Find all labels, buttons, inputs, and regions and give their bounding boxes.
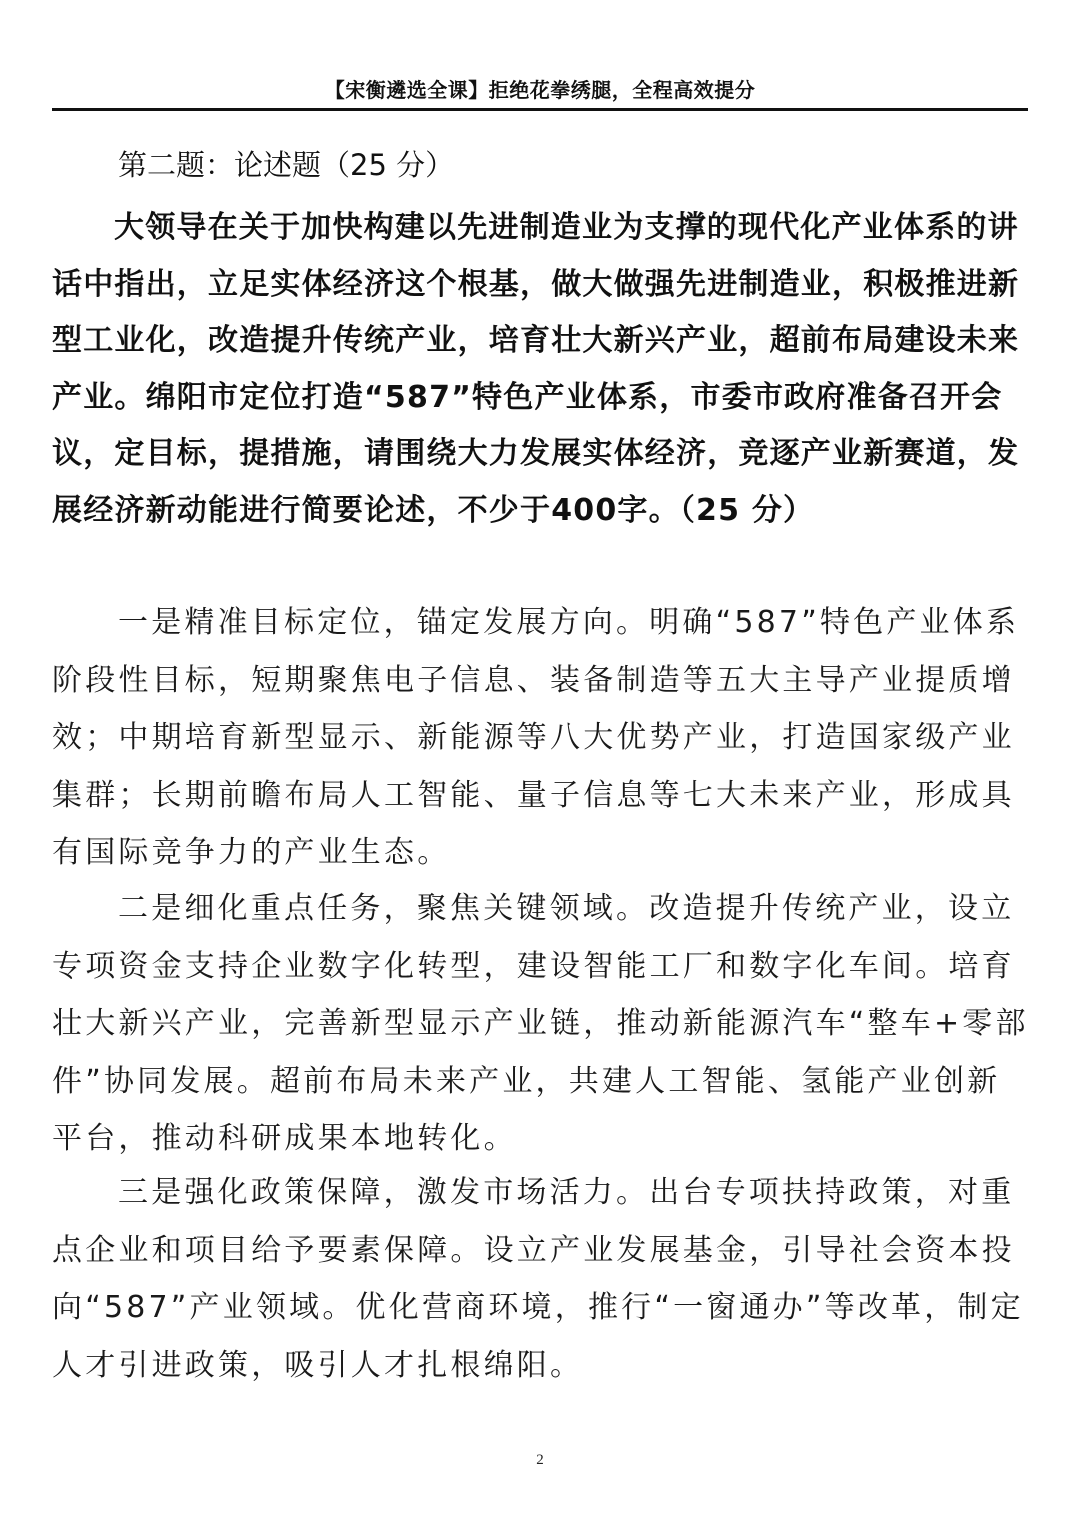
page-header-title: 【宋衡遴选全课】拒绝花拳绣腿，全程高效提分 [324,78,756,102]
question-title: 第二题：论述题（25 分） [118,148,455,182]
answer-paragraph-2: 二是细化重点任务，聚焦关键领域。改造提升传统产业，设立专项资金支持企业数字化转型，建设智能工厂和数字化车间。培育壮大新兴产业，完善新型显示产业链，推动新能源汽车“整车+零部件”协同发展。超前布局未来产业，共建人工智能、氢能产业创新平台，推动科研成果本地转化。 [52,891,1029,1156]
answer-paragraph-1: 一是精准目标定位，锚定发展方向。明确“587”特色产业体系阶段性目标，短期聚焦电子信息、装备制造等五大主导产业提质增效；中期培育新型显示、新能源等八大优势产业，打造国家级产业集群；长期前瞻布局人工智能、量子信息等七大未来产业，形成具有国际竞争力的产业生态。 [52,605,1020,870]
page-number: 2 [536,1452,544,1468]
header-divider [52,108,1028,111]
answer-paragraph-3: 三是强化政策保障，激发市场活力。出台专项扶持政策，对重点企业和项目给予要素保障。设立产业发展基金，引导社会资本投向“587”产业领域。优化营商环境，推行“一窗通办”等改革，制定人才引进政策，吸引人才扎根绵阳。 [52,1175,1024,1383]
question-prompt: 大领导在关于加快构建以先进制造业为支撑的现代化产业体系的讲话中指出，立足实体经济这个根基，做大做强先进制造业，积极推进新型工业化，改造提升传统产业，培育壮大新兴产业，超前布局建设未来产业。绵阳市定位打造“587”特色产业体系，市委市政府准备召开会议，定目标，提措施，请围绕大力发展实体经济，竞逐产业新赛道，发展经济新动能进行简要论述，不少于400字。（25 分） [52,210,1020,528]
